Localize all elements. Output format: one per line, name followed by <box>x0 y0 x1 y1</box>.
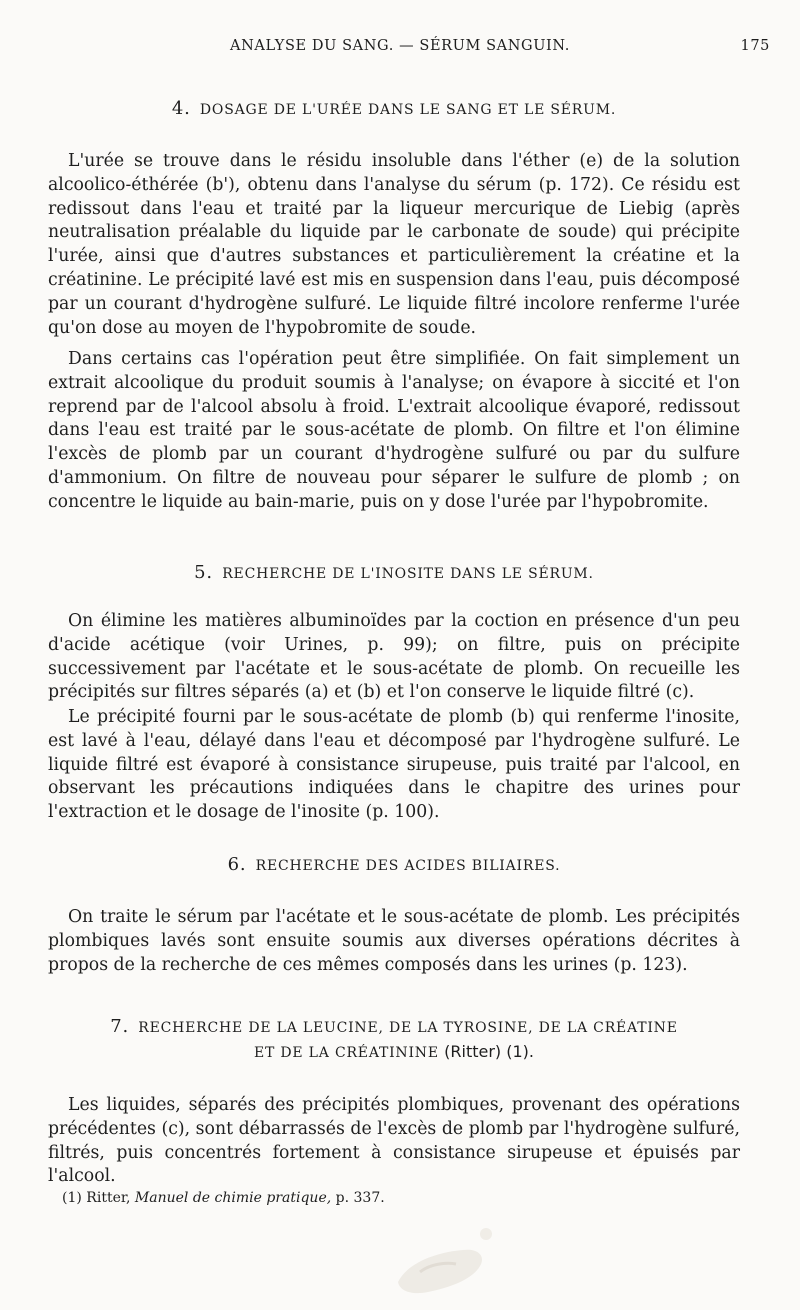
section-number: 6. <box>227 854 247 875</box>
footnote-work: Manuel de chimie pratique, <box>134 1190 332 1206</box>
section-6-heading <box>48 854 740 875</box>
section-5-heading <box>48 562 740 583</box>
section-title-line2: ET DE LA CRÉATININE <box>253 1045 439 1061</box>
section-title-line1: RECHERCHE DE LA LEUCINE, DE LA TYROSINE, DE LA CRÉATINE <box>138 1020 678 1036</box>
footnote-author: Ritter, <box>86 1190 131 1206</box>
section-4-heading <box>48 98 740 119</box>
footnote-page: p. 337. <box>335 1190 385 1206</box>
footnote <box>62 1188 702 1208</box>
paragraph: On traite le sérum par l'acétate et le sous-acétate de plomb. Les précipités plombiques lavés sont ensuite soumis aux diverses opérations décrites à propos de la recherche de ces mêmes composés dans les urines (p. 123). <box>48 907 740 975</box>
section-title: RECHERCHE DE L'INOSITE DANS LE SÉRUM. <box>222 566 594 582</box>
section-number: 7. <box>110 1016 130 1037</box>
section-title: DOSAGE DE L'URÉE DANS LE SANG ET LE SÉRUM. <box>199 102 617 118</box>
running-title: ANALYSE DU SANG. — SÉRUM SANGUIN. <box>230 38 570 54</box>
paragraph: On élimine les matières albuminoïdes par la coction en présence d'un peu d'acide acétique (voir Urines, p. 99); on filtre, puis on précipite successivement par l'acétate et le sous-acétate de plomb. On recueille les précipités sur filtres séparés (a) et (b) et l'on conserve le liquide filtré (c). <box>48 611 740 703</box>
paragraph: Le précipité fourni par le sous-acétate de plomb (b) qui renferme l'inosite, est lavé à l'eau, délayé dans l'eau et décomposé par l'hydrogène sulfuré. Le liquide filtré est évaporé à consistance sirupeuse, puis traité par l'alcool, en observant les précautions indiquées dans le chapitre des urines pour l'extraction et le dosage de l'inosite (p. 100). <box>48 707 740 823</box>
section-title: RECHERCHE DES ACIDES BILIAIRES. <box>255 858 561 874</box>
paragraph: L'urée se trouve dans le résidu insoluble dans l'éther (e) de la solution alcoolico-éthérée (b'), obtenu dans l'analyse du sérum (p. 172). Ce résidu est redissout dans l'eau et traité par la liqueur mercurique de Liebig (après neutralisation préalable du liquide par le carbonate de soude) qui précipite l'urée, ainsi que d'autres substances et particulièrement la créatine et la créatinine. Le précipité lavé est mis en suspension dans l'eau, puis décomposé par un courant d'hydrogène sulfuré. Le liquide filtré incolore renferme l'urée qu'on dose au moyen de l'hypobromite de soude. <box>48 151 740 338</box>
section-7-heading <box>48 1016 740 1037</box>
paragraph: Dans certains cas l'opération peut être simplifiée. On fait simplement un extrait alcoolique du produit soumis à l'analyse; on évapore à siccité et l'on reprend par de l'alcool absolu à froid. L'extrait alcoolique évaporé, redissout dans l'eau est traité par le sous-acétate de plomb. On filtre et l'on élimine l'excès de plomb par un courant d'hydrogène sulfuré ou par du sulfure d'ammonium. On filtre de nouveau pour séparer le sulfure de plomb ; on concentre le liquide au bain-marie, puis on y dose l'urée par l'hypobromite. <box>48 349 740 512</box>
paper-smudge <box>368 1222 508 1302</box>
section-title-author: (Ritter) (1). <box>444 1042 535 1061</box>
footnote-marker: (1) <box>62 1190 82 1206</box>
paragraph: Les liquides, séparés des précipités plombiques, provenant des opérations précédentes (c), sont débarrassés de l'excès de plomb par l'hydrogène sulfuré, filtrés, puis concentrés fortement à consistance sirupeuse et épuisés par l'alcool. <box>48 1095 740 1187</box>
section-number: 4. <box>171 98 191 119</box>
page-number: 175 <box>740 38 770 54</box>
section-7-heading-line2 <box>48 1042 740 1061</box>
section-number: 5. <box>194 562 213 583</box>
running-head <box>0 38 800 58</box>
